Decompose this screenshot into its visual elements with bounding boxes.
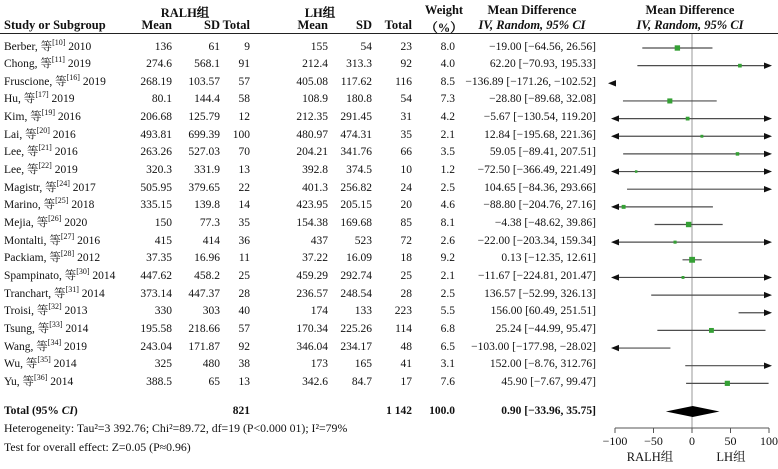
lh-mean: 155	[310, 40, 328, 53]
ralh-mean: 415	[154, 234, 172, 247]
citation-ref: [11]	[51, 55, 65, 65]
citation-ref: [34]	[47, 337, 62, 347]
weight-percent: 2.6	[440, 234, 455, 247]
iv-random-ci-plot-header: IV, Random, 95% CI	[636, 18, 744, 32]
ralh-mean: 80.1	[151, 93, 172, 106]
lh-mean: 204.21	[296, 146, 328, 159]
weight-percent: 2.1	[440, 128, 455, 141]
x-axis-tick-label: 50	[724, 434, 737, 448]
ralh-mean: 37.35	[146, 252, 172, 265]
citation-ref: [19]	[41, 108, 56, 118]
study-label: Troisi, 等[32] 2013	[4, 302, 88, 318]
lh-total: 66	[400, 146, 412, 159]
lh-mean: 480.97	[296, 128, 328, 141]
lh-mean: 423.95	[296, 199, 328, 212]
weight-percent: 6.5	[440, 340, 455, 353]
citation-ref: [17]	[35, 90, 49, 100]
study-row	[0, 144, 600, 161]
lh-sd: 248.54	[340, 287, 372, 300]
citation-ref: [21]	[38, 143, 52, 153]
md-ci-text: 104.65 [−84.36, 293.66]	[484, 181, 596, 194]
point-estimate-square	[622, 205, 626, 209]
lh-sd: 225.26	[340, 322, 372, 335]
point-estimate-square	[667, 98, 672, 103]
ralh-total: 12	[238, 111, 250, 124]
weight-percent: 9.2	[440, 252, 455, 265]
study-label: Wang, 等[34] 2019	[4, 337, 87, 353]
ralh-total: 58	[238, 93, 250, 106]
total-row	[0, 403, 600, 420]
ralh-sd-header: SD	[204, 18, 220, 32]
ralh-sd: 171.87	[188, 340, 220, 353]
lh-sd: 291.45	[340, 111, 372, 124]
md-ci-text: −136.89 [−171.26, −102.52]	[465, 75, 596, 88]
md-ci-text: −103.00 [−177.98, −28.02]	[471, 340, 596, 353]
ralh-sd: 77.3	[199, 217, 220, 229]
point-estimate-square	[675, 45, 680, 50]
lh-sd: 180.8	[346, 93, 372, 106]
ci-arrow-right	[764, 115, 772, 121]
point-estimate-square	[709, 328, 714, 333]
study-row	[0, 303, 600, 320]
ralh-mean: 505.95	[140, 181, 172, 194]
lh-total: 48	[400, 340, 412, 353]
md-ci-text: −88.80 [−204.76, 27.16]	[483, 199, 596, 212]
ralh-total: 57	[238, 322, 250, 335]
ci-arrow-right	[764, 133, 772, 139]
md-ci-text: 152.00 [−8.76, 312.76]	[489, 358, 596, 371]
study-label: Chong, 等[11] 2019	[4, 55, 91, 71]
lh-mean-header: Mean	[297, 18, 328, 32]
lh-total: 18	[400, 252, 412, 265]
group-header-ralh: RALH组	[160, 6, 210, 20]
ralh-total: 38	[238, 358, 250, 371]
lh-total: 92	[400, 58, 412, 71]
ralh-total: 35	[238, 217, 250, 229]
point-estimate-square	[725, 381, 730, 386]
study-label: Packiam, 等[28] 2012	[4, 249, 101, 265]
weight-percent: 3.1	[440, 358, 455, 371]
md-ci-text: 59.05 [−89.41, 207.51]	[489, 146, 596, 159]
citation-ref: [28]	[60, 249, 75, 259]
lh-total: 223	[394, 305, 412, 318]
citation-ref: [33]	[49, 320, 63, 330]
ralh-total: 70	[238, 146, 250, 159]
ralh-sd: 527.03	[188, 146, 220, 159]
lh-total: 23	[400, 40, 412, 53]
ralh-total: 57	[238, 75, 250, 88]
lh-sd: 523	[354, 234, 372, 247]
lh-mean: 236.57	[296, 287, 328, 300]
study-row	[0, 162, 600, 179]
study-row	[0, 250, 600, 267]
x-axis-tick-label: −50	[644, 434, 663, 448]
md-ci-text: −11.67 [−224.81, 201.47]	[478, 269, 596, 282]
lh-sd: 133	[354, 305, 372, 318]
x-axis-tick-label: −100	[602, 434, 628, 448]
ralh-mean-header: Mean	[141, 18, 172, 32]
ralh-sd: 568.1	[194, 58, 220, 71]
md-ci-text: 156.00 [60.49, 251.51]	[490, 305, 596, 318]
citation-ref: [30]	[76, 267, 90, 277]
study-row	[0, 197, 600, 214]
lh-total: 35	[400, 128, 412, 141]
weight-percent: 2.5	[440, 181, 455, 194]
md-ci-text: 45.90 [−7.67, 99.47]	[501, 375, 596, 388]
ralh-mean: 330	[154, 305, 172, 318]
md-plot-column-title: Mean Difference	[645, 3, 735, 17]
favours-right-label: LH组	[716, 450, 746, 464]
total-weight: 100.0	[429, 405, 455, 417]
ci-arrow-left	[611, 204, 619, 210]
study-label: Lee, 等[21] 2016	[4, 143, 78, 159]
ci-arrow-right	[764, 310, 772, 316]
citation-ref: [32]	[48, 302, 62, 312]
weight-percent: 2.5	[440, 287, 455, 300]
lh-total-header: Total	[384, 18, 412, 32]
ralh-sd: 480	[202, 358, 220, 371]
group-header-lh: LH组	[304, 6, 336, 20]
point-estimate-square	[686, 117, 690, 121]
study-label: Montalti, 等[27] 2016	[4, 231, 101, 247]
lh-sd: 474.31	[340, 128, 372, 141]
ralh-mean: 274.6	[146, 58, 172, 71]
citation-ref: [25]	[55, 196, 69, 206]
ralh-mean: 263.26	[140, 146, 172, 159]
study-row	[0, 339, 600, 356]
total-lh-n: 1 142	[386, 405, 412, 417]
lh-total: 25	[400, 269, 412, 282]
ralh-mean: 388.5	[146, 375, 172, 388]
ralh-total-header: Total	[222, 18, 250, 32]
ci-arrow-right	[764, 239, 772, 245]
citation-ref: [36]	[34, 373, 48, 383]
lh-mean: 437	[310, 234, 328, 247]
study-row	[0, 268, 600, 285]
lh-sd: 84.7	[351, 375, 372, 388]
ralh-total: 22	[238, 181, 250, 194]
ralh-sd: 16.96	[194, 252, 220, 265]
lh-total: 31	[400, 111, 412, 124]
ralh-mean: 268.19	[140, 75, 172, 88]
ralh-sd: 379.65	[188, 181, 220, 194]
weight-percent: 4.0	[440, 58, 455, 71]
overall-effect-note: Test for overall effect: Z=0.05 (P≈0.96)	[4, 440, 191, 454]
study-row	[0, 127, 600, 144]
weight-percent: 4.6	[440, 199, 455, 212]
study-row	[0, 374, 600, 391]
lh-sd: 256.82	[340, 181, 372, 194]
lh-mean: 401.3	[302, 181, 328, 194]
lh-sd: 117.62	[340, 75, 372, 88]
ci-arrow-left	[611, 274, 619, 280]
ralh-total: 100	[232, 128, 250, 141]
citation-ref: [22]	[38, 161, 52, 171]
ralh-sd: 125.79	[188, 111, 220, 124]
ci-arrow-right	[764, 186, 772, 192]
citation-ref: [24]	[56, 178, 70, 188]
point-estimate-square	[700, 135, 703, 138]
lh-sd: 292.74	[340, 269, 372, 282]
lh-sd: 54	[360, 40, 372, 53]
lh-total: 114	[395, 322, 412, 335]
weight-percent: 8.5	[440, 75, 455, 88]
study-label: Marino, 等[25] 2018	[4, 196, 95, 212]
ci-arrow-right	[764, 274, 772, 280]
point-estimate-square	[686, 222, 691, 227]
ci-arrow-left	[611, 239, 619, 245]
ci-arrow-right	[764, 292, 772, 298]
lh-mean: 212.35	[296, 111, 328, 124]
lh-sd: 341.76	[340, 146, 372, 159]
study-label: Hu, 等[17] 2019	[4, 90, 75, 106]
md-text-column-title: Mean Difference	[487, 3, 577, 17]
lh-mean: 342.6	[302, 375, 328, 388]
favours-left-label: RALH组	[626, 450, 674, 464]
ralh-total: 11	[238, 252, 250, 265]
weight-percent: 2.1	[440, 269, 455, 282]
study-row	[0, 215, 600, 232]
weight-percent: 7.6	[440, 375, 455, 388]
weight-percent: 8.0	[440, 40, 455, 53]
study-column-header: Study or Subgroup	[4, 18, 106, 32]
study-label: Berber, 等[10] 2010	[4, 37, 92, 53]
study-label: Fruscione, 等[16] 2019	[4, 72, 106, 88]
weight-percent: 1.2	[440, 164, 455, 177]
study-row	[0, 39, 600, 56]
study-label: Magistr, 等[24] 2017	[4, 178, 96, 194]
lh-mean: 173	[310, 358, 328, 371]
iv-random-ci-text-header: IV, Random, 95% CI	[478, 18, 586, 32]
ralh-sd: 699.39	[188, 128, 220, 141]
ralh-mean: 150	[154, 217, 172, 229]
md-ci-text: −5.67 [−130.54, 119.20]	[483, 111, 596, 124]
forest-plot-canvas	[600, 34, 778, 469]
ralh-sd: 447.37	[188, 287, 220, 300]
lh-total: 10	[400, 164, 412, 177]
ralh-total: 40	[238, 305, 250, 318]
lh-mean: 174	[310, 305, 328, 318]
citation-ref: [35]	[37, 355, 51, 365]
total-md-ci: 0.90 [−33.96, 35.75]	[501, 405, 596, 417]
study-label: Tsung, 等[33] 2014	[4, 320, 89, 335]
study-row	[0, 56, 600, 73]
citation-ref: [27]	[60, 231, 75, 241]
ralh-mean: 136	[154, 40, 172, 53]
weight-percent: 5.5	[440, 305, 455, 318]
lh-sd-header: SD	[356, 18, 372, 32]
ci-arrow-left	[611, 345, 619, 351]
ralh-total: 9	[244, 40, 250, 53]
total-diamond	[666, 406, 720, 417]
ci-arrow-right	[764, 168, 772, 174]
study-label: Yu, 等[36] 2014	[4, 373, 74, 388]
lh-total: 41	[400, 358, 412, 371]
lh-sd: 16.09	[346, 252, 372, 265]
x-axis-tick-label: 0	[689, 434, 695, 448]
ralh-sd: 331.9	[194, 164, 220, 177]
study-label: Tranchart, 等[31] 2014	[4, 284, 105, 300]
ralh-mean: 493.81	[140, 128, 172, 141]
md-ci-text: −28.80 [−89.68, 32.08]	[489, 93, 596, 106]
study-row	[0, 321, 600, 338]
lh-total: 116	[395, 75, 412, 88]
ralh-total: 14	[238, 199, 250, 212]
study-row	[0, 91, 600, 108]
ci-arrow-left	[611, 133, 619, 139]
citation-ref: [10]	[52, 37, 66, 47]
ci-arrow-left	[611, 168, 619, 174]
study-row	[0, 74, 600, 91]
study-row	[0, 286, 600, 303]
lh-total: 17	[400, 375, 412, 388]
ralh-total: 36	[238, 234, 250, 247]
ralh-total: 13	[238, 375, 250, 388]
lh-sd: 205.15	[340, 199, 372, 212]
ralh-sd: 103.57	[188, 75, 220, 88]
ralh-mean: 373.14	[140, 287, 172, 300]
lh-mean: 170.34	[296, 322, 328, 335]
lh-mean: 459.29	[296, 269, 328, 282]
md-ci-text: −4.38 [−48.62, 39.86]	[494, 217, 596, 229]
lh-mean: 212.4	[302, 58, 328, 71]
ralh-sd: 218.66	[188, 322, 220, 335]
study-label: Wu, 等[35] 2014	[4, 355, 77, 371]
weight-percent-header: （%）	[425, 21, 463, 35]
ralh-mean: 325	[154, 358, 172, 371]
ci-arrow-right	[764, 363, 772, 369]
ralh-sd: 414	[202, 234, 220, 247]
study-row	[0, 233, 600, 250]
lh-mean: 392.8	[302, 164, 328, 177]
ralh-sd: 144.4	[194, 93, 220, 106]
ci-arrow-right	[764, 151, 772, 157]
lh-total: 28	[400, 287, 412, 300]
md-ci-text: 0.13 [−12.35, 12.61]	[501, 252, 596, 265]
lh-mean: 154.38	[296, 217, 328, 229]
point-estimate-square	[738, 64, 742, 68]
study-label: Lai, 等[20] 2016	[4, 125, 76, 141]
lh-mean: 346.04	[296, 340, 328, 353]
ralh-mean: 243.04	[140, 340, 172, 353]
lh-mean: 405.08	[296, 75, 328, 88]
study-row	[0, 180, 600, 197]
heterogeneity-note: Heterogeneity: Tau²=3 392.76; Chi²=89.72, df=19 (P<0.000 01); I²=79%	[4, 421, 348, 435]
ci-arrow-right	[764, 62, 772, 68]
total-label: Total (95% CI)	[4, 405, 78, 417]
ralh-sd: 303	[202, 305, 220, 318]
study-label: Lee, 等[22] 2019	[4, 161, 78, 177]
md-ci-text: 62.20 [−70.93, 195.33]	[489, 58, 596, 71]
lh-sd: 313.3	[346, 58, 372, 71]
lh-sd: 169.68	[340, 217, 372, 229]
ci-arrow-left	[611, 115, 619, 121]
weight-header: Weight	[424, 3, 464, 17]
ralh-sd: 458.2	[194, 269, 220, 282]
weight-percent: 8.1	[440, 217, 455, 229]
ralh-mean: 320.3	[146, 164, 172, 177]
md-ci-text: 136.57 [−52.99, 326.13]	[484, 287, 596, 300]
study-label: Mejia, 等[26] 2020	[4, 214, 88, 229]
md-ci-text: −22.00 [−203.34, 159.34]	[477, 234, 596, 247]
lh-total: 72	[400, 234, 412, 247]
ralh-total: 91	[238, 58, 250, 71]
ralh-total: 92	[238, 340, 250, 353]
lh-sd: 374.5	[346, 164, 372, 177]
point-estimate-square	[674, 241, 677, 244]
ralh-total: 13	[238, 164, 250, 177]
md-ci-text: −19.00 [−64.56, 26.56]	[489, 40, 596, 53]
lh-mean: 37.22	[302, 252, 328, 265]
ralh-mean: 447.62	[140, 269, 172, 282]
study-row	[0, 356, 600, 373]
study-label: Kim, 等[19] 2016	[4, 108, 81, 124]
ralh-total: 25	[238, 269, 250, 282]
ralh-sd: 61	[208, 40, 220, 53]
weight-percent: 4.2	[440, 111, 455, 124]
md-ci-text: 12.84 [−195.68, 221.36]	[484, 128, 596, 141]
weight-percent: 6.8	[440, 322, 455, 335]
study-label: Spampinato, 等[30] 2014	[4, 267, 116, 282]
weight-percent: 3.5	[440, 146, 455, 159]
ralh-mean: 195.58	[140, 322, 172, 335]
citation-ref: [20]	[36, 125, 50, 135]
lh-total: 24	[400, 181, 412, 194]
citation-ref: [16]	[66, 72, 80, 82]
point-estimate-square	[635, 170, 638, 173]
citation-ref: [31]	[65, 284, 79, 294]
point-estimate-square	[689, 257, 695, 263]
md-ci-text: 25.24 [−44.99, 95.47]	[495, 322, 596, 335]
study-row	[0, 109, 600, 126]
ralh-mean: 335.15	[140, 199, 172, 212]
ci-arrow-left	[608, 80, 616, 86]
point-estimate-square	[736, 152, 739, 155]
lh-total: 54	[400, 93, 412, 106]
lh-total: 20	[400, 199, 412, 212]
md-ci-text: −72.50 [−366.49, 221.49]	[477, 164, 596, 177]
lh-mean: 108.9	[302, 93, 328, 106]
citation-ref: [26]	[48, 214, 62, 224]
weight-percent: 7.3	[440, 93, 455, 106]
ralh-sd: 139.8	[194, 199, 220, 212]
total-ralh-n: 821	[232, 405, 250, 417]
lh-total: 85	[400, 217, 412, 229]
lh-sd: 234.17	[340, 340, 372, 353]
ralh-mean: 206.68	[140, 111, 172, 124]
x-axis-tick-label: 100	[760, 434, 778, 448]
point-estimate-square	[682, 276, 685, 279]
lh-sd: 165	[354, 358, 372, 371]
ralh-sd: 65	[208, 375, 220, 388]
ralh-total: 28	[238, 287, 250, 300]
